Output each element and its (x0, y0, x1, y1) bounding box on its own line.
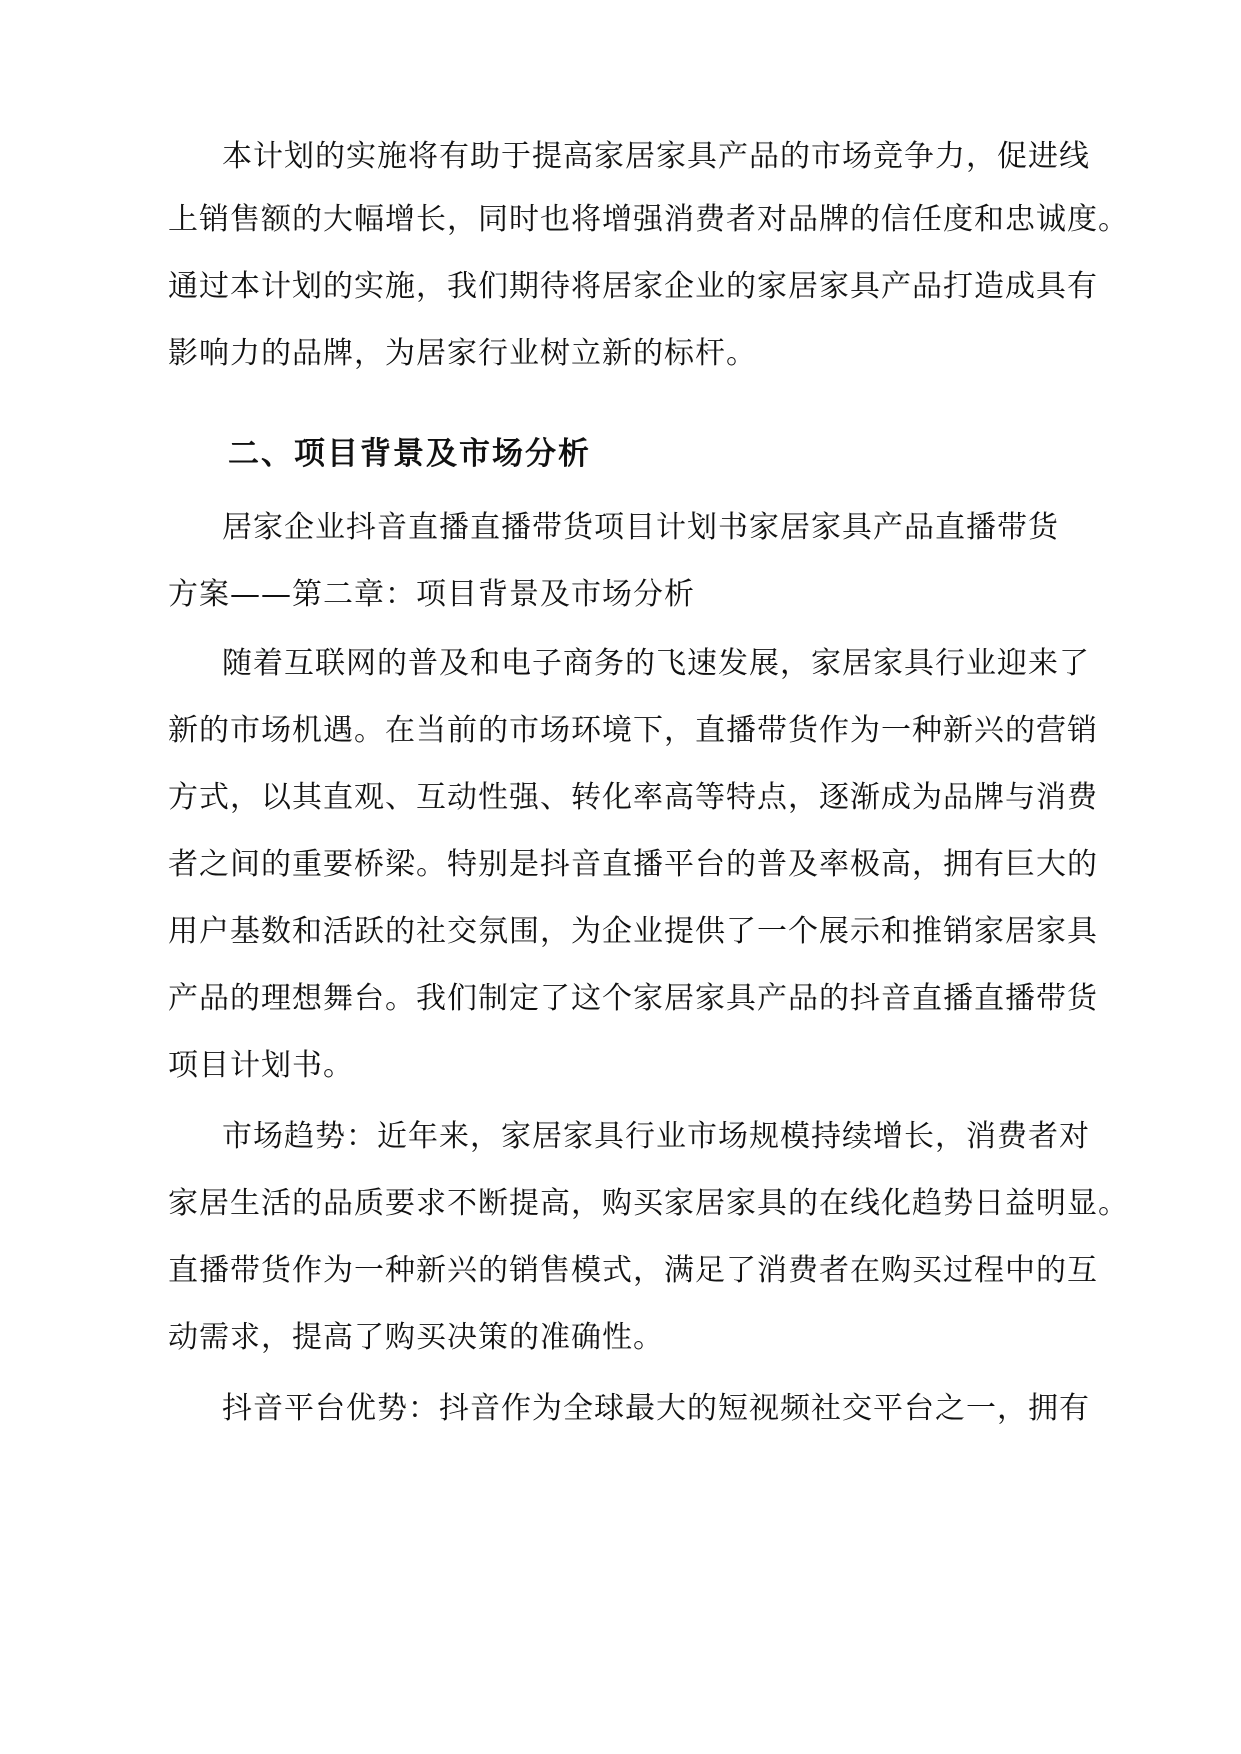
paragraph-line: 随着互联网的普及和电子商务的飞速发展，家居家具行业迎来了 (222, 646, 1090, 681)
paragraph-line: 项目计划书。 (168, 1048, 354, 1083)
paragraph-line: 新的市场机遇。在当前的市场环境下，直播带货作为一种新兴的营销 (168, 713, 1098, 748)
paragraph-line: 者之间的重要桥梁。特别是抖音直播平台的普及率极高，拥有巨大的 (168, 847, 1098, 882)
paragraph-line: 直播带货作为一种新兴的销售模式，满足了消费者在购买过程中的互 (168, 1253, 1098, 1288)
paragraph-line: 抖音平台优势：抖音作为全球最大的短视频社交平台之一，拥有 (222, 1391, 1090, 1426)
paragraph-line: 影响力的品牌，为居家行业树立新的标杆。 (168, 336, 757, 371)
section-heading: 二、项目背景及市场分析 (228, 436, 591, 472)
paragraph-line: 本计划的实施将有助于提高家居家具产品的市场竞争力，促进线 (222, 139, 1090, 174)
paragraph-line: 居家企业抖音直播直播带货项目计划书家居家具产品直播带货 (222, 510, 1059, 545)
paragraph-line: 上销售额的大幅增长，同时也将增强消费者对品牌的信任度和忠诚度。 (168, 202, 1129, 237)
paragraph-line: 动需求，提高了购买决策的准确性。 (168, 1320, 664, 1355)
paragraph-line: 市场趋势：近年来，家居家具行业市场规模持续增长，消费者对 (222, 1119, 1090, 1154)
paragraph-line: 通过本计划的实施，我们期待将居家企业的家居家具产品打造成具有 (168, 269, 1098, 304)
paragraph-line: 产品的理想舞台。我们制定了这个家居家具产品的抖音直播直播带货 (168, 981, 1098, 1016)
paragraph-line: 方式，以其直观、互动性强、转化率高等特点，逐渐成为品牌与消费 (168, 780, 1098, 815)
paragraph-line: 家居生活的品质要求不断提高，购买家居家具的在线化趋势日益明显。 (168, 1186, 1129, 1221)
paragraph-line: 用户基数和活跃的社交氛围，为企业提供了一个展示和推销家居家具 (168, 914, 1098, 949)
paragraph-line: 方案——第二章：项目背景及市场分析 (168, 577, 695, 612)
